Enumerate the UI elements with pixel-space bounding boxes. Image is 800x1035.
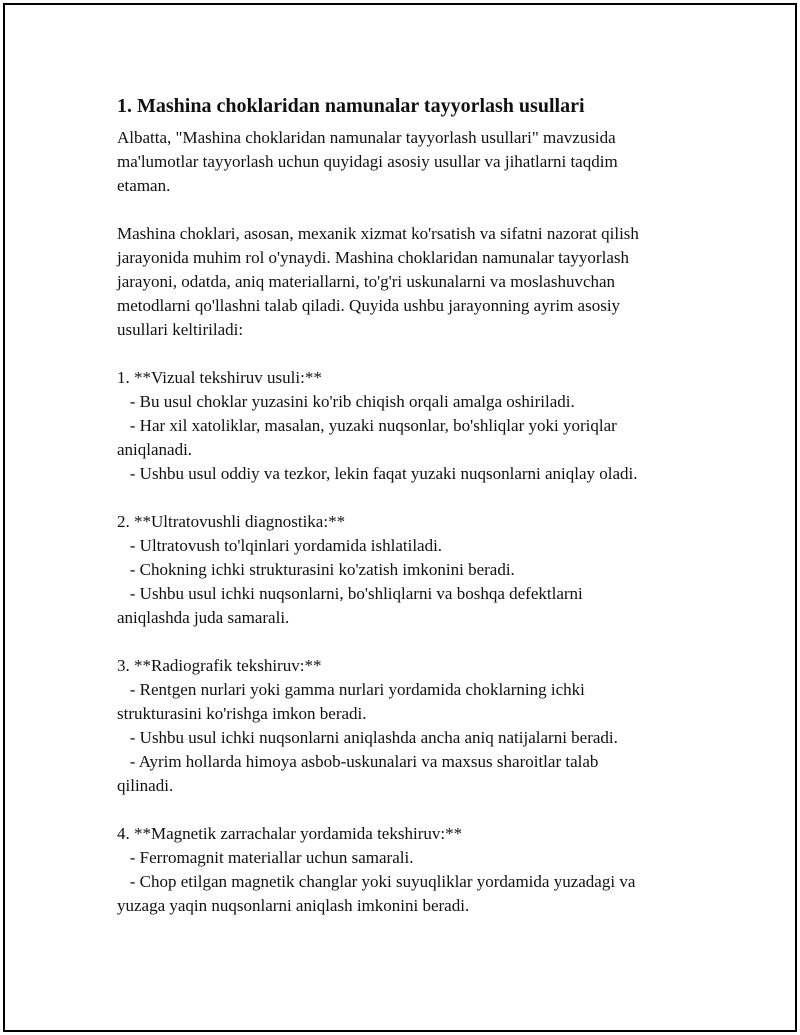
paragraph-gap: [117, 198, 717, 222]
section-magnetic-particle-inspection: 4. **Magnetik zarrachalar yordamida tekshiruv:** - Ferromagnit materiallar uchun samarali. - Chop etilgan magnetik changlar yoki suyuqliklar yordamida yuzadagi va yuzaga yaqin nuqsonlarni aniqlash imkonini beradi.: [117, 824, 636, 915]
paragraph-gap: [117, 342, 717, 366]
paragraph-gap: [117, 798, 717, 822]
section-visual-inspection: 1. **Vizual tekshiruv usuli:** - Bu usul choklar yuzasini ko'rib chiqish orqali amalga oshiriladi. - Har xil xatoliklar, masalan, yuzaki nuqsonlar, bo'shliqlar yoki yoriqlar aniqlanadi. - Ushbu usul oddiy va tezkor, lekin faqat yuzaki nuqsonlarni aniqlay oladi.: [117, 368, 638, 483]
paragraph-gap: [117, 630, 717, 654]
document-body: [117, 92, 717, 918]
section-radiographic-inspection: 3. **Radiografik tekshiruv:** - Rentgen nurlari yoki gamma nurlari yordamida choklarning ichki strukturasini ko'rishga imkon beradi. - Ushbu usul ichki nuqsonlarni aniqlashda ancha aniq natijalarni beradi. - Ayrim hollarda himoya asbob-uskunalari va maxsus sharoitlar talab qilinadi.: [117, 656, 618, 795]
section-ultrasonic-diagnostics: 2. **Ultratovushli diagnostika:** - Ultratovush to'lqinlari yordamida ishlatiladi. - Chokning ichki strukturasini ko'zatish imkonini beradi. - Ushbu usul ichki nuqsonlarni, bo'shliqlarni va boshqa defektlarni aniqlashda juda samarali.: [117, 512, 583, 627]
intro-paragraph: Albatta, "Mashina choklaridan namunalar tayyorlash usullari" mavzusida ma'lumotlar tayyorlash uchun quyidagi asosiy usullar va jihatlarni taqdim etaman.: [117, 128, 618, 195]
overview-paragraph: Mashina choklari, asosan, mexanik xizmat ko'rsatish va sifatni nazorat qilish jarayonida muhim rol o'ynaydi. Mashina choklaridan namunalar tayyorlash jarayoni, odatda, aniq materiallarni, to'g'ri uskunalarni va moslashuvchan metodlarni qo'llashni talab qiladi. Quyida ushbu jarayonning ayrim asosiy usullari keltiriladi:: [117, 224, 639, 339]
document-title: 1. Mashina choklaridan namunalar tayyorlash usullari: [117, 95, 585, 117]
paragraph-gap: [117, 486, 717, 510]
